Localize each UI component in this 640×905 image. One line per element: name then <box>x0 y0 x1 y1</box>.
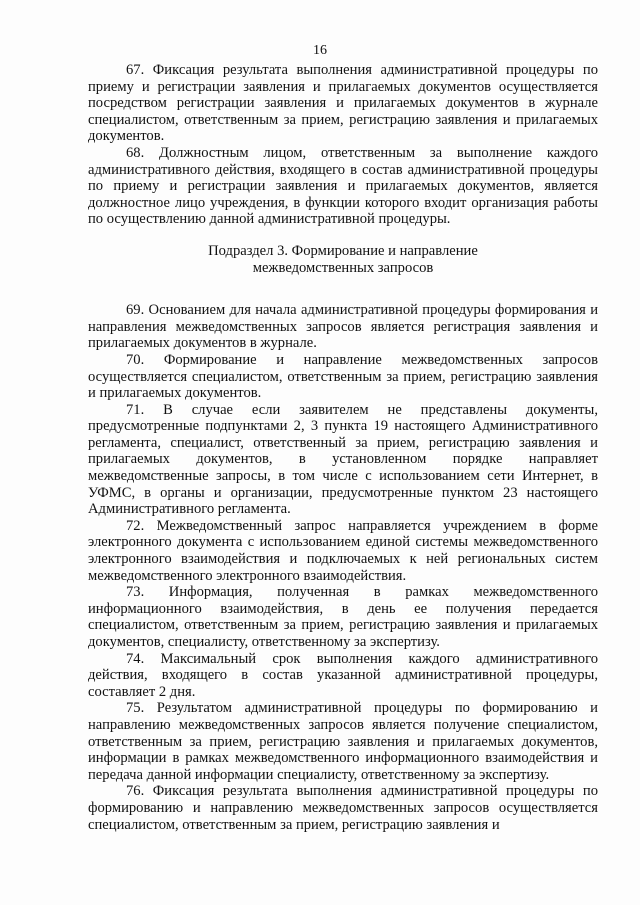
subsection-heading-line-2: межведомственных запросов <box>252 259 434 276</box>
paragraph-72: 72. Межведомственный запрос направляется учреждением в форме электронного документа с использованием единой системы межведомственного электронного взаимодействия и подключаемых к ней региональных систем межведомственного электронного взаимодействия. <box>88 517 598 584</box>
paragraph-69: 69. Основанием для начала административной процедуры формирования и направления межведомственных запросов является регистрация заявления и прилагаемых документов в журнале. <box>88 302 598 352</box>
paragraph-75: 75. Результатом административной процедуры по формированию и направлению межведомственных запросов является получение специалистом, ответственным за прием, регистрацию заявления и прилагаемых документов, информации в рамках межведомственного информационного взаимодействия и передача данной информации специалисту, ответственному за экспертизу. <box>88 700 598 783</box>
paragraph-71: 71. В случае если заявителем не представлены документы, предусмотренные подпунктами 2, 3 пункта 19 настоящего Административного регламента, специалист, ответственный за прием, регистрацию заявления и прилагаемых документов, в установленном порядке направляет межведомственные запросы, в том числе с использованием сети Интернет, в УФМС, в органы и организации, предусмотренные пунктом 23 настоящего Административного регламента. <box>88 401 598 518</box>
paragraph-74: 74. Максимальный срок выполнения каждого административного действия, входящего в состав указанной административной процедуры, составляет 2 дня. <box>88 650 598 700</box>
paragraph-73: 73. Информация, полученная в рамках межведомственного информационного взаимодействия, в день ее получения передается специалистом, ответственным за прием, регистрацию заявления и прилагаемых документов, специалисту, ответственному за экспертизу. <box>88 584 598 650</box>
subsection-heading <box>88 243 598 276</box>
paragraph-76: 76. Фиксация результата выполнения административной процедуры по формированию и направлению межведомственных запросов осуществляется специалистом, ответственным за прием, регистрацию заявления и <box>88 783 598 833</box>
paragraph-68: 68. Должностным лицом, ответственным за выполнение каждого административного действия, входящего в состав административной процедуры по приему и регистрации заявления и прилагаемых документов, является должностное лицо учреждения, в функции которого входит организация работы по осуществлению данной административной процедуры. <box>88 144 598 228</box>
page-number: 16 <box>313 43 327 58</box>
document-body <box>88 62 598 833</box>
subsection-heading-line-1: Подраздел 3. Формирование и направление <box>208 242 478 259</box>
paragraph-70: 70. Формирование и направление межведомственных запросов осуществляется специалистом, ответственным за прием, регистрацию заявления и прилагаемых документов. <box>88 351 598 402</box>
paragraph-67: 67. Фиксация результата выполнения административной процедуры по приему и регистрации заявления и прилагаемых документов осуществляется посредством регистрации заявления и прилагаемых документов в журнале специалистом, ответственным за прием, регистрацию заявления и прилагаемых документов. <box>88 62 598 145</box>
